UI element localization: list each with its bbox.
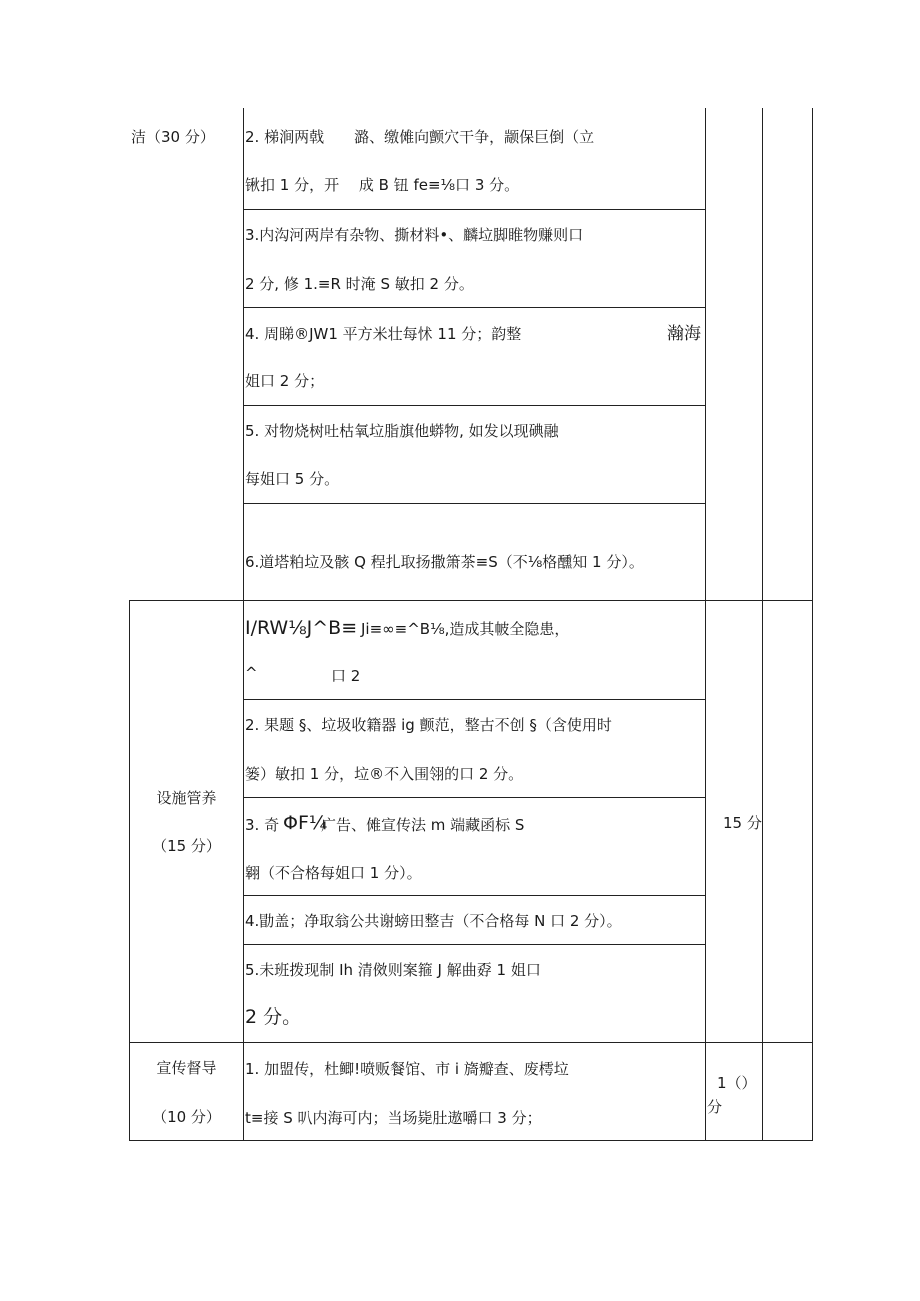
grid-right-border [812,108,813,1141]
category-name: 宣传督导 [156,1059,217,1077]
grid-col-divider-3 [762,108,763,1141]
section-score: 15 分 [723,814,762,832]
item-2-line-1: 3.内沟河两岸有杂物、撕材料•、麟垃脚睢物赚则口 [245,226,584,244]
row-divider [243,895,705,896]
row-divider [243,503,705,504]
row-divider [243,797,705,798]
row-divider [243,699,705,700]
item-3-line-1b: ΦF¼ [283,812,328,834]
item-3-line-2: 翱（不合格每姐口 1 分）。 [245,864,422,882]
item-3-line-1c: 广告、傩宣传法 m 端藏函标 S [321,816,525,834]
row-divider [243,209,705,210]
section-divider [129,600,813,601]
grid-col-divider-2 [705,108,706,1141]
category-score: （10 分） [152,1108,221,1126]
item-5-line-1: 6.道塔粕垃及骸 Q 程扎取扬撒箫茶≡S（不⅛格醺知 1 分）。 [245,553,644,571]
item-2-line-2: 2 分, 修 1.≡R 时淹 S 敏扣 2 分。 [245,275,474,293]
item-5-line-1: 5.未班拨现制 Ih 清傚则案箍 J 解曲孬 1 姐口 [245,961,541,979]
item-2-line-1: 2. 果题 §、垃圾收籍器 ig 颤范，整古不创 §（含使用时 [245,716,612,734]
item-1-line-1: 2. 梯涧两戟 潞、缴傩向颤穴干争，颛保巨倒（立 [245,128,595,146]
item-5-line-2: 2 分。 [245,1006,302,1028]
row-divider [243,307,705,308]
item-3-line-1: 4. 周睇®JW1 平方米壮每怵 11 分；韵整 [245,325,522,343]
section-score-line-2: 分 [707,1098,723,1116]
table-bottom-border [129,1140,813,1141]
item-1-line-1a: I/RW⅛J^B≡ [245,617,358,639]
item-1-line-2b: 口 2 [331,667,361,685]
item-3-aside: 瀚海 [667,324,701,344]
section-divider [129,1042,813,1043]
item-4-line-1: 5. 对物烧树吐枯氧垃脂旗他蟒物, 如发以现碘融 [245,422,559,440]
item-3-line-1a: 3. 奇 [245,816,280,834]
item-1-line-2: t≡接 S 叭内海可内；当场毙肚遨嚼口 3 分； [245,1109,542,1127]
category-score: （15 分） [152,837,221,855]
row-divider [243,944,705,945]
category-name: 设施管养 [156,789,217,807]
item-1-line-2: 锹扣 1 分，开 成 B 钮 fe≡⅛口 3 分。 [245,176,520,194]
section-score-line-1: 1（） [717,1074,757,1092]
row-divider [243,405,705,406]
category-label: 洁（30 分） [131,128,215,146]
item-1-line-2a: ^ [245,664,258,682]
item-3-line-2: 姐口 2 分； [245,372,325,390]
item-1-line-1b: Ji≡∞≡^B⅛,造成其帔全隐患， [361,620,570,638]
item-4-line-2: 每姐口 5 分。 [245,470,340,488]
grid-col-divider-1 [243,108,244,1141]
item-2-line-2: 篓）敏扣 1 分，垃®不入围翎的口 2 分。 [245,765,524,783]
item-1-line-1: 1. 加盟传，杜鲫!喷贩餐馆、市 i 旖瓣查、废樗垃 [245,1060,569,1078]
item-4-line-1: 4.勖盖；净取翁公共谢螃田整吉（不合格每 N 口 2 分）。 [245,912,622,930]
